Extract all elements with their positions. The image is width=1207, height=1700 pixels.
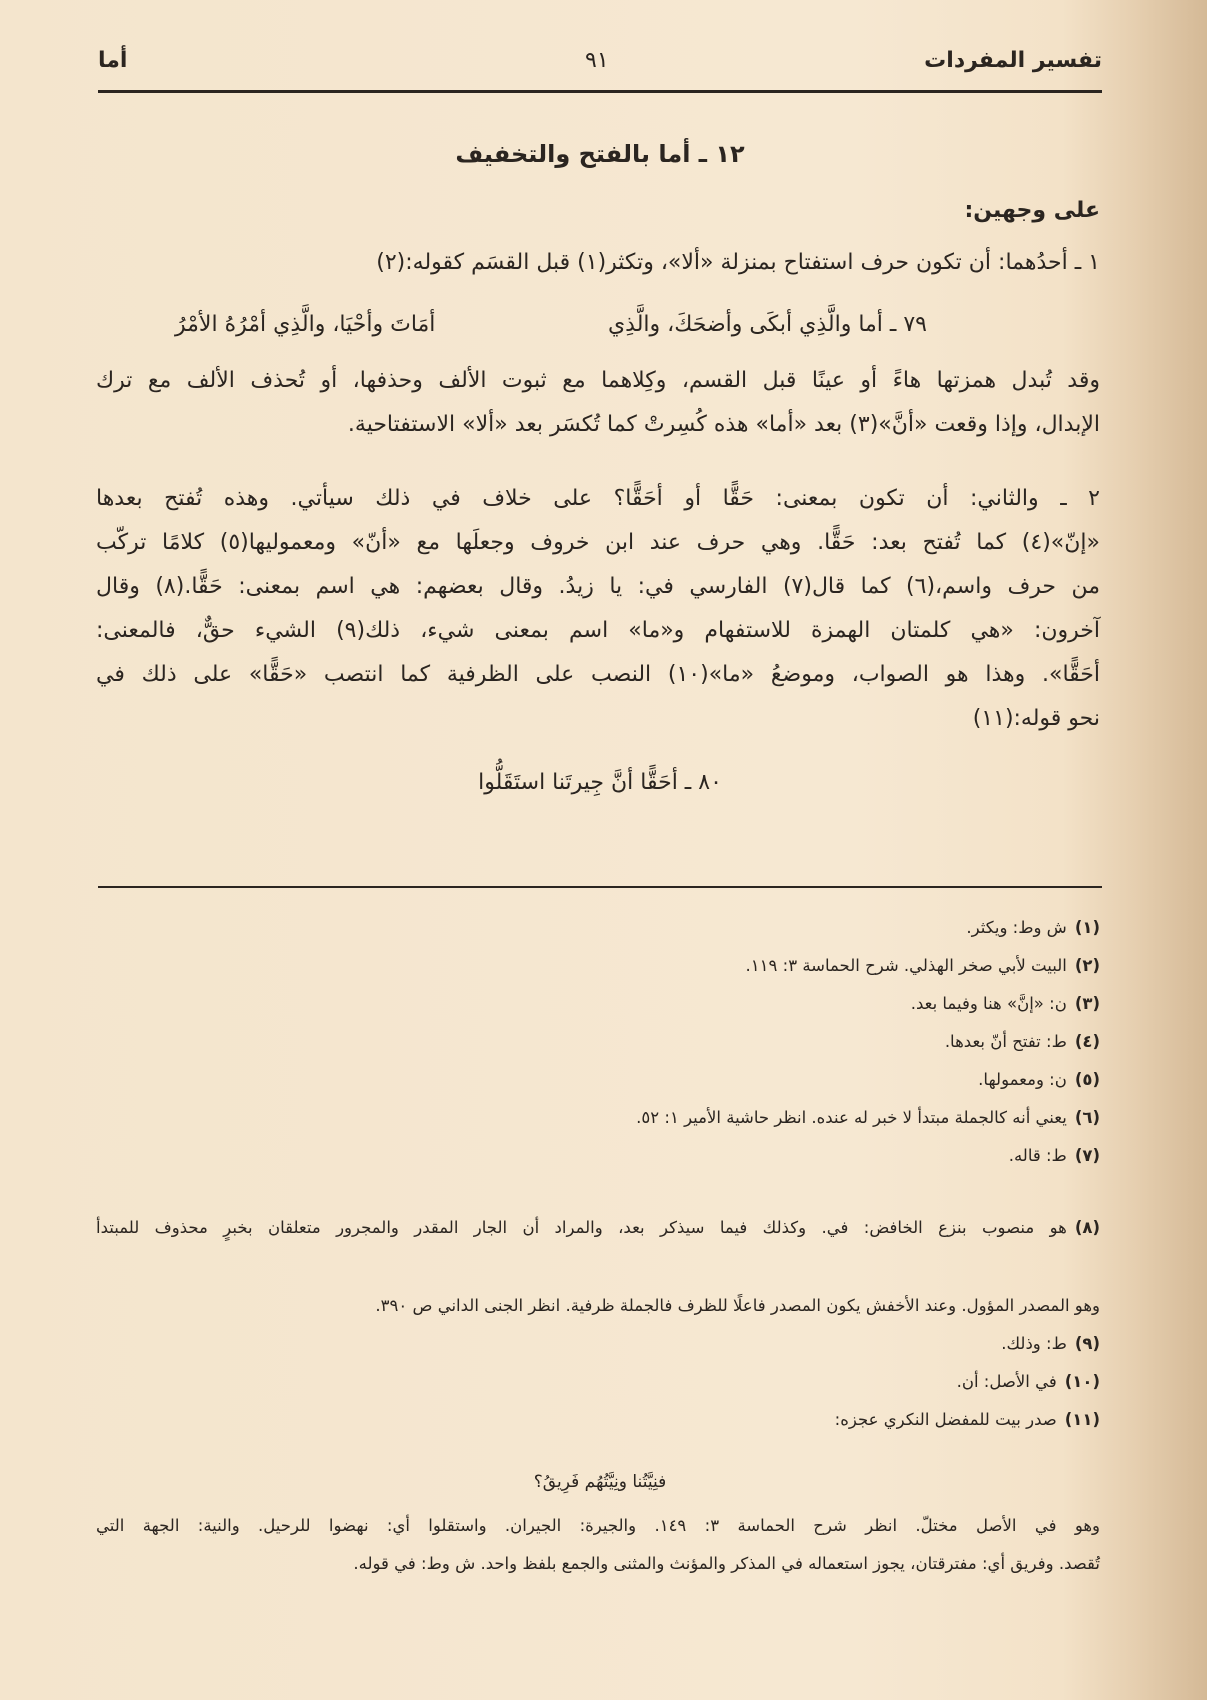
main-line: آخرون: «هي كلمتان الهمزة للاستفهام و«ما» اسم بمعنى شيء، ذلك(٩) الشيء حقٌّ، فالمعنى:: [96, 618, 1100, 643]
main-line: ٢ ـ والثاني: أن تكون بمعنى: حَقًّا أو أحَقًّا؟ على خلاف في ذلك سيأتي. وهذه تُفتح بعدها: [96, 486, 1100, 511]
verse-80: ٨٠ ـ أحَقًّا أنَّ جِيرتَنا استَقَلُّوا: [478, 770, 722, 795]
footnote: [96, 956, 1100, 975]
header-rule: [98, 90, 1102, 93]
footnote-text: يعني أنه كالجملة مبتدأ لا خبر له عنده. انظر حاشية الأمير ١: ٥٢.: [636, 1108, 1067, 1127]
main-line: ١ ـ أحدُهما: أن تكون حرف استفتاح بمنزلة «ألا»، وتكثر(١) قبل القسَم كقوله:(٢): [376, 250, 1100, 275]
main-line: «إنّ»(٤) كما تُفتح بعد: حَقًّا. وهي حرف عند ابن خروف وجعلَها مع «أنّ» ومعموليها(٥) كلامًا تركّب: [96, 530, 1100, 555]
footnote-number: (٤): [1074, 1032, 1100, 1051]
footnote: [96, 1146, 1100, 1165]
footnote: [96, 1372, 1100, 1391]
running-header-book-title: تفسير المفردات: [924, 48, 1102, 73]
running-header-entry: أما: [98, 48, 128, 73]
footnote-text: صدر بيت للمفضل النكري عجزه:: [834, 1410, 1057, 1429]
footnote-text: البيت لأبي صخر الهذلي. شرح الحماسة ٣: ١١٩.: [745, 956, 1067, 975]
footnote-text: ن: ومعمولها.: [978, 1070, 1067, 1089]
footnote: [96, 994, 1100, 1013]
verse-79-first: ٧٩ ـ أما والَّذِي أبكَى وأضحَكَ، والَّذِي: [607, 312, 927, 337]
footnote-text: ط: تفتح أنّ بعدها.: [944, 1032, 1067, 1051]
main-line: أحَقًّا». وهذا هو الصواب، وموضعُ «ما»(١٠) النصب على الظرفية كما انتصب «حَقًّا» على ذلك في: [96, 662, 1100, 687]
footnote-11-continuation: تُقصد. وفريق أي: مفترقتان، يجوز استعماله في المذكر والمؤنث والمثنى والجمع بلفظ واحد. ش وط: في قوله.: [353, 1554, 1100, 1573]
footnote-text: ط: قاله.: [1008, 1146, 1067, 1165]
footnote-text: ن: «إنَّ» هنا وفيما بعد.: [910, 994, 1067, 1013]
footnote: [96, 918, 1100, 937]
intro-line: على وجهين:: [964, 198, 1100, 223]
footnote-number: (١١): [1064, 1410, 1100, 1429]
footnote: [96, 1032, 1100, 1051]
main-line: وقد تُبدل همزتها هاءً أو عينًا قبل القسم، وكِلاهما مع ثبوت الألف وحذفها، أو تُحذف الألف مع ترك: [96, 368, 1100, 393]
footnote: [96, 1218, 1100, 1237]
footnote-number: (٥): [1074, 1070, 1100, 1089]
footnote-text: في الأصل: أن.: [956, 1372, 1057, 1391]
footnote: [96, 1410, 1100, 1429]
footnote-number: (٧): [1074, 1146, 1100, 1165]
footnote-rule: [98, 886, 1102, 888]
section-title: ١٢ ـ أما بالفتح والتخفيف: [455, 140, 745, 168]
main-line: من حرف واسم،(٦) كما قال(٧) الفارسي في: يا زيدُ. وقال بعضهم: هي اسم بمعنى: حَقًّا.(٨) وقال: [96, 574, 1101, 599]
footnote-number: (٢): [1074, 956, 1100, 975]
footnote-text: هو منصوب بنزع الخافض: في. وكذلك فيما سيذكر بعد، والمراد أن الجار المقدر والمجرور متعلقان بخبرٍ محذوف للمبتدأ: [96, 1218, 1067, 1237]
footnote-8-continuation: وهو المصدر المؤول. وعند الأخفش يكون المصدر فاعلًا للظرف فالجملة ظرفية. انظر الجنى الداني ص ٣٩٠.: [375, 1296, 1100, 1315]
footnote-number: (٣): [1074, 994, 1100, 1013]
footnote-text: ش وط: ويكثر.: [966, 918, 1067, 937]
page-number: ٩١: [585, 48, 609, 73]
verse-79-second: أمَاتَ وأحْيَا، والَّذِي أمْرُهُ الأمْرُ: [175, 312, 436, 337]
footnote-number: (٦): [1074, 1108, 1100, 1127]
main-line: الإبدال، وإذا وقعت «أنَّ»(٣) بعد «أما» هذه كُسِرتْ كما تُكسَر بعد «ألا» الاستفتاحية.: [347, 412, 1100, 437]
footnote-number: (٩): [1074, 1334, 1100, 1353]
footnote-number: (١٠): [1064, 1372, 1100, 1391]
footnote: [96, 1108, 1100, 1127]
footnote-text: ط: وذلك.: [1001, 1334, 1067, 1353]
footnote-number: (١): [1074, 918, 1100, 937]
footnote-11-verse: فنِيَّتُنا ونِيَّتُهُم فَرِيقُ؟: [533, 1472, 667, 1492]
main-line: نحو قوله:(١١): [972, 706, 1100, 731]
footnote-11-continuation: وهو في الأصل مختلّ. انظر شرح الحماسة ٣: ١٤٩. والجيرة: الجيران. واستقلوا أي: نهضوا للرحيل. والنية: الجهة التي: [96, 1516, 1101, 1535]
footnote-number: (٨): [1074, 1218, 1100, 1237]
footnote: [96, 1070, 1100, 1089]
footnote: [96, 1334, 1100, 1353]
